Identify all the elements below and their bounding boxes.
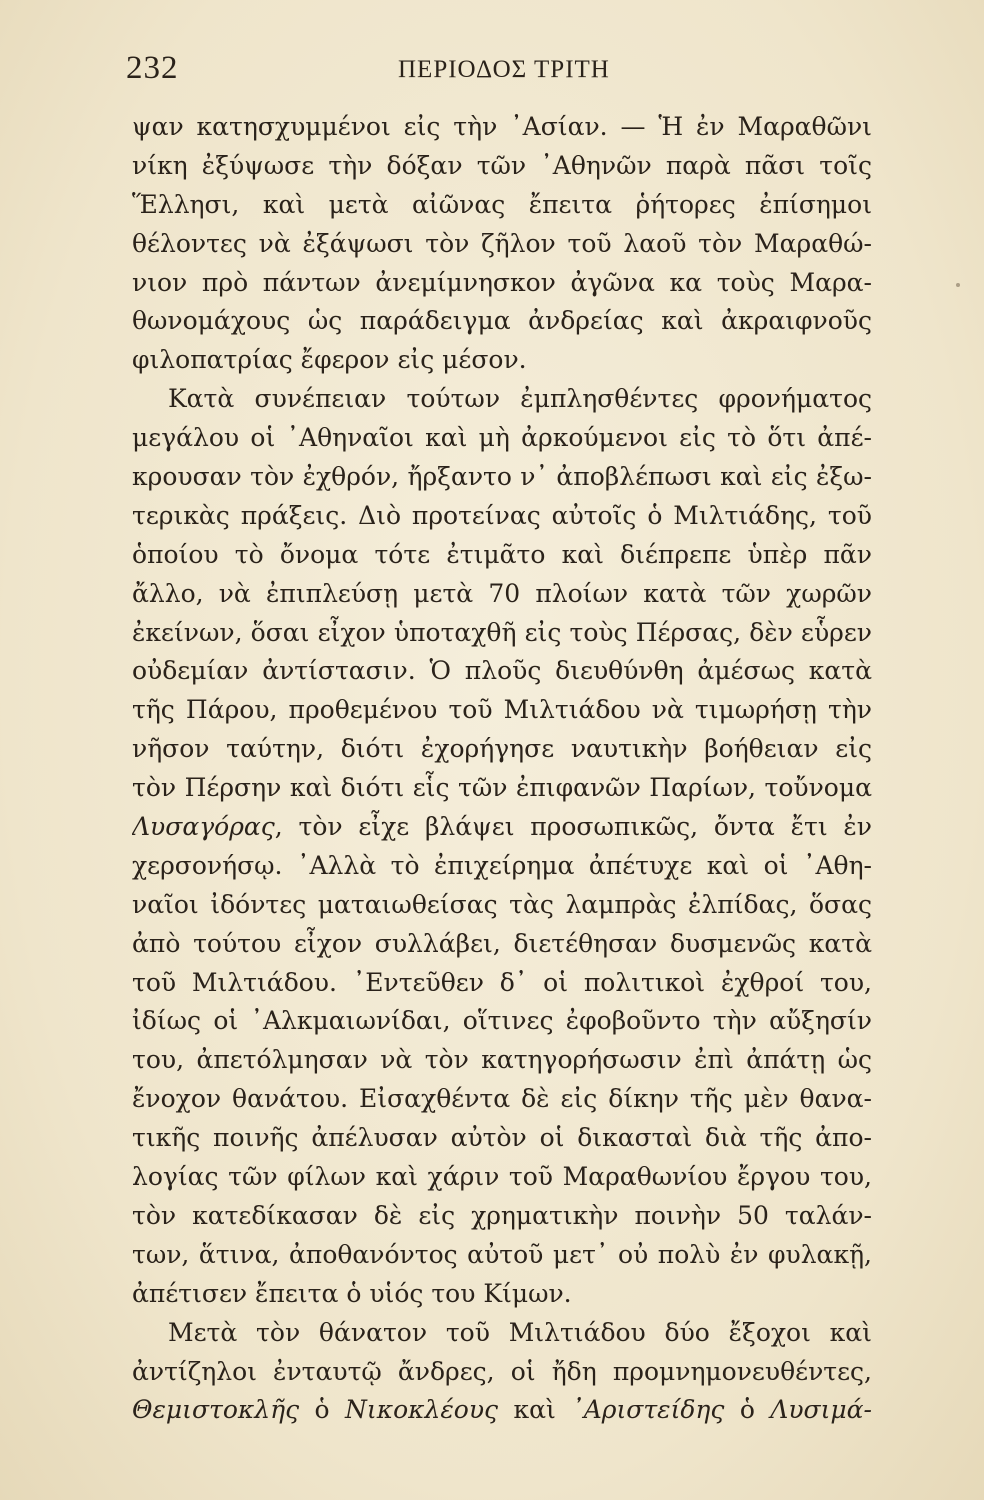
- page-header: [0, 46, 984, 96]
- text-line: θωνομάχους ὡς παράδειγμα ἀνδρείας καὶ ἀκραιφνοῦς: [132, 306, 872, 336]
- text-line: ἐκείνων, ὅσαι εἶχον ὑποταχθῆ εἰς τοὺς Πέρσας, δὲν εὗρεν: [132, 617, 872, 647]
- text-line: ἀπὸ τούτου εἶχον συλλάβει, διετέθησαν δυσμενῶς κατὰ: [132, 928, 872, 958]
- text-line: τῆς Πάρου, προθεμένου τοῦ Μιλτιάδου νὰ τιμωρήσῃ τὴν: [132, 695, 872, 725]
- name-nikokleous: Νικοκλέους: [345, 1395, 499, 1425]
- text-line: φιλοπατρίας ἔφερον εἰς μέσον.: [132, 345, 527, 375]
- text-line: χερσονήσῳ. ᾿Αλλὰ τὸ ἐπιχείρημα ἀπέτυχε καὶ οἱ ᾿Αθη-: [132, 850, 872, 880]
- text-line: νιον πρὸ πάντων ἀνεμίμνησκον ἀγῶνα κα τοὺς Μαρα-: [132, 267, 872, 297]
- text-line-names: [132, 1391, 872, 1430]
- text-line-lysagoras: [132, 808, 872, 847]
- name-lysagoras: Λυσαγόρας: [132, 812, 275, 842]
- text-line: ἰδίως οἱ ᾿Αλκμαιωνίδαι, οἵτινες ἐφοβοῦντο τὴν αὔξησίν: [132, 1006, 872, 1036]
- text-line: κρουσαν τὸν ἐχθρόν, ἤρξαντο ν᾿ ἀποβλέπωσι καὶ εἰς ἐξω-: [132, 462, 872, 492]
- text-line: τερικὰς πράξεις. Διὸ προτείνας αὐτοῖς ὁ Μιλτιάδης, τοῦ: [132, 500, 872, 530]
- text-line: οὐδεμίαν ἀντίστασιν. Ὁ πλοῦς διευθύνθη ἀμέσως κατὰ: [132, 656, 872, 686]
- text-line: ὁποίου τὸ ὄνομα τότε ἐτιμᾶτο καὶ διέπρεπε ὑπὲρ πᾶν: [132, 539, 872, 569]
- text-line: ἔνοχον θανάτου. Εἰσαχθέντα δὲ εἰς δίκην τῆς μὲν θανα-: [132, 1084, 872, 1114]
- text-line: λογίας τῶν φίλων καὶ χάριν τοῦ Μαραθωνίου ἔργου του,: [132, 1162, 872, 1192]
- text-line: του, ἀπετόλμησαν νὰ τὸν κατηγορήσωσιν ἐπὶ ἀπάτῃ ὡς: [132, 1045, 872, 1075]
- paragraph-first-line: Μετὰ τὸν θάνατον τοῦ Μιλτιάδου δύο ἔξοχοι καὶ: [168, 1317, 872, 1347]
- text-fragment: , τὸν εἶχε βλάψει προσωπικῶς, ὄντα ἔτι ἐν: [274, 812, 872, 842]
- paragraph-first-line: Κατὰ συνέπειαν τούτων ἐμπλησθέντες φρονήματος: [168, 384, 872, 414]
- text-line: ἀπέτισεν ἔπειτα ὁ υἱός του Κίμων.: [132, 1278, 572, 1308]
- name-lysimachos: Λυσιμά-: [770, 1395, 872, 1425]
- text-line: ψαν κατησχυμμένοι εἰς τὴν ᾿Ασίαν. — Ἡ ἐν Μαραθῶνι: [132, 112, 872, 141]
- text-line: νῆσον ταύτην, διότι ἐχορήγησε ναυτικὴν βοήθειαν εἰς: [132, 734, 872, 764]
- text-line: ναῖοι ἰδόντες ματαιωθείσας τὰς λαμπρὰς ἐλπίδας, ὅσας: [132, 889, 872, 919]
- text-line: τὸν κατεδίκασαν δὲ εἰς χρηματικὴν ποινὴν 50 ταλάν-: [132, 1200, 872, 1230]
- body-text: [132, 108, 872, 1430]
- page-number: 232: [126, 50, 179, 86]
- text-line: νίκη ἐξύψωσε τὴν δόξαν τῶν ᾿Αθηνῶν παρὰ πᾶσι τοῖς: [132, 150, 872, 180]
- text-line: ἄλλο, νὰ ἐπιπλεύσῃ μετὰ 70 πλοίων κατὰ τῶν χωρῶν: [132, 578, 872, 608]
- text-fragment: καὶ: [498, 1395, 572, 1425]
- text-line: τικῆς ποινῆς ἀπέλυσαν αὐτὸν οἱ δικασταὶ διὰ τῆς ἀπο-: [132, 1123, 872, 1153]
- running-title: ΠΕΡΙΟΔΟΣ ΤΡΙΤΗ: [398, 56, 610, 83]
- text-fragment: ὁ: [724, 1395, 771, 1425]
- text-line: τοῦ Μιλτιάδου. ᾿Εντεῦθεν δ᾿ οἱ πολιτικοὶ ἐχθροί του,: [132, 967, 872, 997]
- name-aristeides: ᾿Αριστείδης: [571, 1395, 725, 1425]
- text-line: τὸν Πέρσην καὶ διότι εἷς τῶν ἐπιφανῶν Παρίων, τοὔνομα: [132, 773, 872, 803]
- text-line: Ἕλλησι, καὶ μετὰ αἰῶνας ἔπειτα ῥήτορες ἐπίσημοι: [132, 189, 872, 219]
- paper-speck: [956, 283, 960, 287]
- text-fragment: ὁ: [299, 1395, 346, 1425]
- text-line: ἀντίζηλοι ἐνταυτῷ ἄνδρες, οἱ ἤδη προμνημονευθέντες,: [132, 1356, 872, 1386]
- text-line: των, ἅτινα, ἀποθανόντος αὐτοῦ μετ᾿ οὐ πολὺ ἐν φυλακῇ,: [132, 1239, 872, 1269]
- text-line: θέλοντες νὰ ἐξάψωσι τὸν ζῆλον τοῦ λαοῦ τὸν Μαραθώ-: [132, 228, 872, 258]
- name-themistokles: Θεμιστοκλῆς: [132, 1395, 300, 1425]
- text-line: μεγάλου οἱ ᾿Αθηναῖοι καὶ μὴ ἀρκούμενοι εἰς τὸ ὅτι ἀπέ-: [132, 423, 872, 453]
